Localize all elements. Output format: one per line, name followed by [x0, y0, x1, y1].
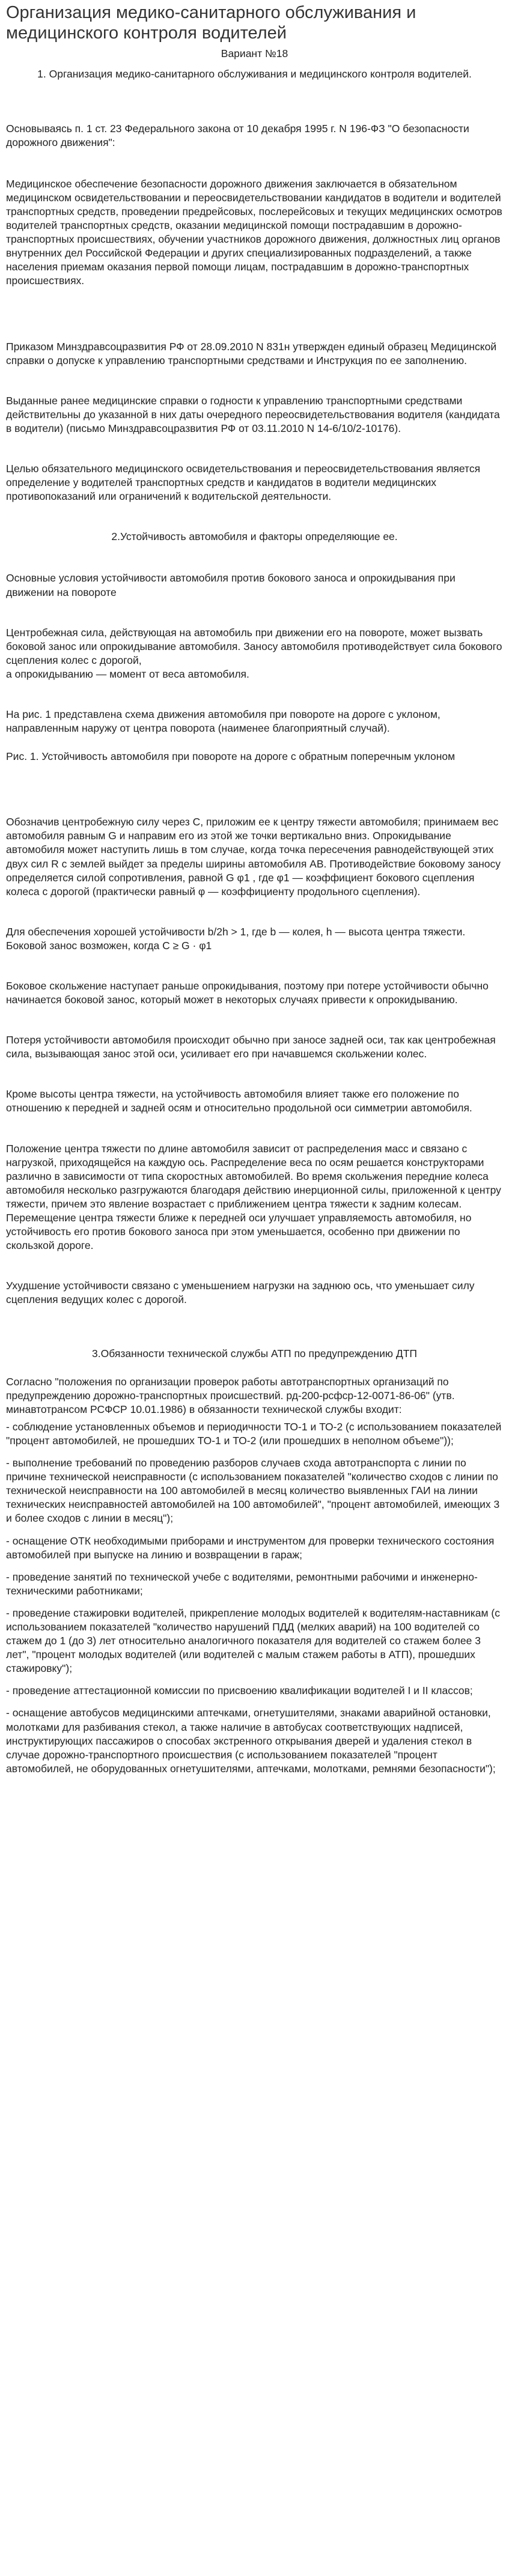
duties-list — [6, 1420, 503, 1776]
document — [6, 0, 503, 1784]
paragraph-order: Приказом Минздравсоцразвития РФ от 28.09.2010 N 831н утвержден единый образец Медицинской справки о допуске к управлению транспортными средствами и Инструкция по ее заполнению. — [6, 340, 497, 366]
paragraph-worse: Ухудшение устойчивости связано с уменьшением нагрузки на заднюю ось, что уменьшает силу сцепления ведущих колес с дорогой. — [6, 1280, 475, 1306]
list-item: - оснащение ОТК необходимыми приборами и инструментом для проверки технического состояния автомобилей при выпуске на линию и возвращении в гараж; — [6, 1534, 495, 1561]
paragraph-skid: Боковое скольжение наступает раньше опрокидывания, поэтому при потере устойчивости обычно начинается боковой занос, который может в некоторых случаях привести к опрокидыванию. — [6, 980, 489, 1006]
paragraph-medical: Медицинское обеспечение безопасности дорожного движения заключается в обязательном медицинском освидетельствовании и переосвидетельствовании кандидатов в водители и водителей транспортных средств, проведении предрейсовых, послерейсовых и текущих медицинских осмотров водителей транспортных средств, оказании медицинской помощи пострадавшим в дорожно-транспортных происшествиях, обучении участников дорожного движения, должностных лиц органов внутренних дел Российской Федерации и других специализированных подразделений, а также населения приемам оказания первой помощи лицам, пострадавшим в дорожно-транспортных происшествиях. — [6, 177, 502, 287]
list-item: - оснащение автобусов медицинскими аптечками, огнетушителями, знаками аварийной остановки, молотками для разбивания стекол, а также наличие в автобусах соответствующих надписей, инструктирующих пассажиров о способах экстренного открывания дверей и удаления стекол в случае дорожно-транспортного происшествия (с использованием показателей "процент автомобилей, не оборудованных огнетушителями, аптечками, молотками, ремнями безопасности"); — [6, 1707, 496, 1775]
page-title: Организация медико-санитарного обслуживания и медицинского контроля водителей — [6, 3, 416, 43]
paragraph-rear-axle: Потеря устойчивости автомобиля происходит обычно при заносе задней оси, так как центробежная сила, вызывающая занос этой оси, усиливает его при начавшемся скольжении колес. — [6, 1034, 496, 1060]
figure-caption: Рис. 1. Устойчивость автомобиля при повороте на дороге с обратным поперечным уклоном — [6, 750, 456, 763]
paragraph-issued: Выданные ранее медицинские справки о годности к управлению транспортными средствами действительны до указанной в них даты очередного переосвидетельствования водителя (кандидата в водители) (письмо Минздравсоцразвития РФ от 03.11.2010 N 14-6/10/2-10176). — [6, 394, 500, 434]
paragraph-height: Кроме высоты центра тяжести, на устойчивость автомобиля влияет также его положение по отношению к передней и задней осям и относительно продольной оси симметрии автомобиля. — [6, 1088, 472, 1114]
paragraph-according: Согласно "положения по организации проверок работы автотранспортных организаций по предупреждению дорожно-транспортных происшествий. рд-200-рсфср-12-0071-86-06" (утв. минавтотрансом РСФСР 10.01.1986) в обязанности технической службы входит: — [6, 1375, 455, 1415]
paragraph-forces: Обозначив центробежную силу через С, приложим ее к центру тяжести автомобиля; принимаем вес автомобиля равным G и направим его из этой же точки вертикально вниз. Опрокидывание автомобиля может наступить лишь в том случае, когда точка пересечения равнодействующей этих двух сил R с землей выйдет за пределы ширины автомобиля АВ. Противодействие боковому заносу определяется силой сопротивления, равной G φ1 , где φ1 — коэффициент бокового сцепления колеса с дорогой (практически равный φ — коэффициенту продольного сцепления). — [6, 816, 501, 898]
paragraph-centrifugal: Центробежная сила, действующая на автомобиль при движении его на повороте, может вызвать боковой занос или опрокидывание автомобиля. Заносу автомобиля противодействует сила бокового сцепления колес с дорогой, а опрокидыванию — момент от веса автомобиля. — [6, 626, 502, 680]
list-item: - проведение стажировки водителей, прикрепление молодых водителей к водителям-наставникам (с использованием показателей "количество нарушений ПДД (мелких аварий) на 100 водителей со стажем до 1 (до 3) лет относительно аналогичного показателя для водителей со стажем более 3 лет", "процент молодых водителей (или водителей с малым стажем работы в АТП), прошедших стажировку"); — [6, 1606, 500, 1675]
paragraph-conditions: Основные условия устойчивости автомобиля против бокового заноса и опрокидывания при движении на повороте — [6, 572, 456, 598]
paragraph-goal: Целью обязательного медицинского освидетельствования и переосвидетельствования является определение у водителей транспортных средств и кандидатов в водители медицинских противопоказаний или ограничений к водительской деятельности. — [6, 463, 481, 503]
paragraph-stability: Для обеспечения хорошей устойчивости b/2h > 1, где b — колея, h — высота центра тяжести. Боковой занос возможен, когда С ≥ G · φ1 — [6, 925, 466, 952]
list-item: - проведение занятий по технической учебе с водителями, ремонтными рабочими и инженерно-техническими работниками; — [6, 1570, 478, 1597]
section-heading-3: 3.Обязанности технической службы АТП по предупреждению ДТП — [92, 1347, 417, 1359]
section-heading-2: 2.Устойчивость автомобиля и факторы определяющие ее. — [111, 530, 398, 543]
list-item: - проведение аттестационной комиссии по присвоению квалификации водителей I и II классов; — [6, 1684, 473, 1697]
list-item: - соблюдение установленных объемов и периодичности ТО-1 и ТО-2 (с использованием показателей "процент автомобилей, не прошедших ТО-1 и ТО-2 (или прошедших в неполном объеме")); — [6, 1420, 502, 1447]
paragraph-law: Основываясь п. 1 ст. 23 Федерального закона от 10 декабря 1995 г. N 196-ФЗ "О безопасности дорожного движения": — [6, 122, 469, 148]
list-item: - выполнение требований по проведению разборов случаев схода автотранспорта с линии по причине технической неисправности (с использованием показателей "количество сходов с линии по технической неисправности на 100 автомобилей в месяц количество выявленных ГАИ на линии технических неисправностей автомобилей на 100 автомобилей", "процент автомобилей, имеющих 3 и более сходов с линии в месяц"); — [6, 1457, 500, 1525]
variant-label: Вариант №18 — [221, 47, 288, 60]
section-heading-1: 1. Организация медико-санитарного обслуживания и медицинского контроля водителей. — [37, 67, 472, 80]
paragraph-position: Положение центра тяжести по длине автомобиля зависит от распределения масс и связано с нагрузкой, приходящейся на каждую ось. Распределение веса по осям решается конструкторами различно в зависимости от типа скоростных автомобилей. Во время скольжения передние колеса автомобиля несколько разгружаются благодаря действию инерционной силы, приложенной к центру тяжести, причем это явление возрастает с приближением центра тяжести к задним колесам. Перемещение центра тяжести ближе к передней оси улучшает управляемость автомобиля, но устойчивость его против бокового заноса при этом уменьшается, особенно при движении по скользкой дороге. — [6, 1142, 501, 1252]
paragraph-figure-reference: На рис. 1 представлена схема движения автомобиля при повороте на дороге с уклоном, направленным наружу от центра поворота (наименее благоприятный случай). — [6, 708, 440, 735]
